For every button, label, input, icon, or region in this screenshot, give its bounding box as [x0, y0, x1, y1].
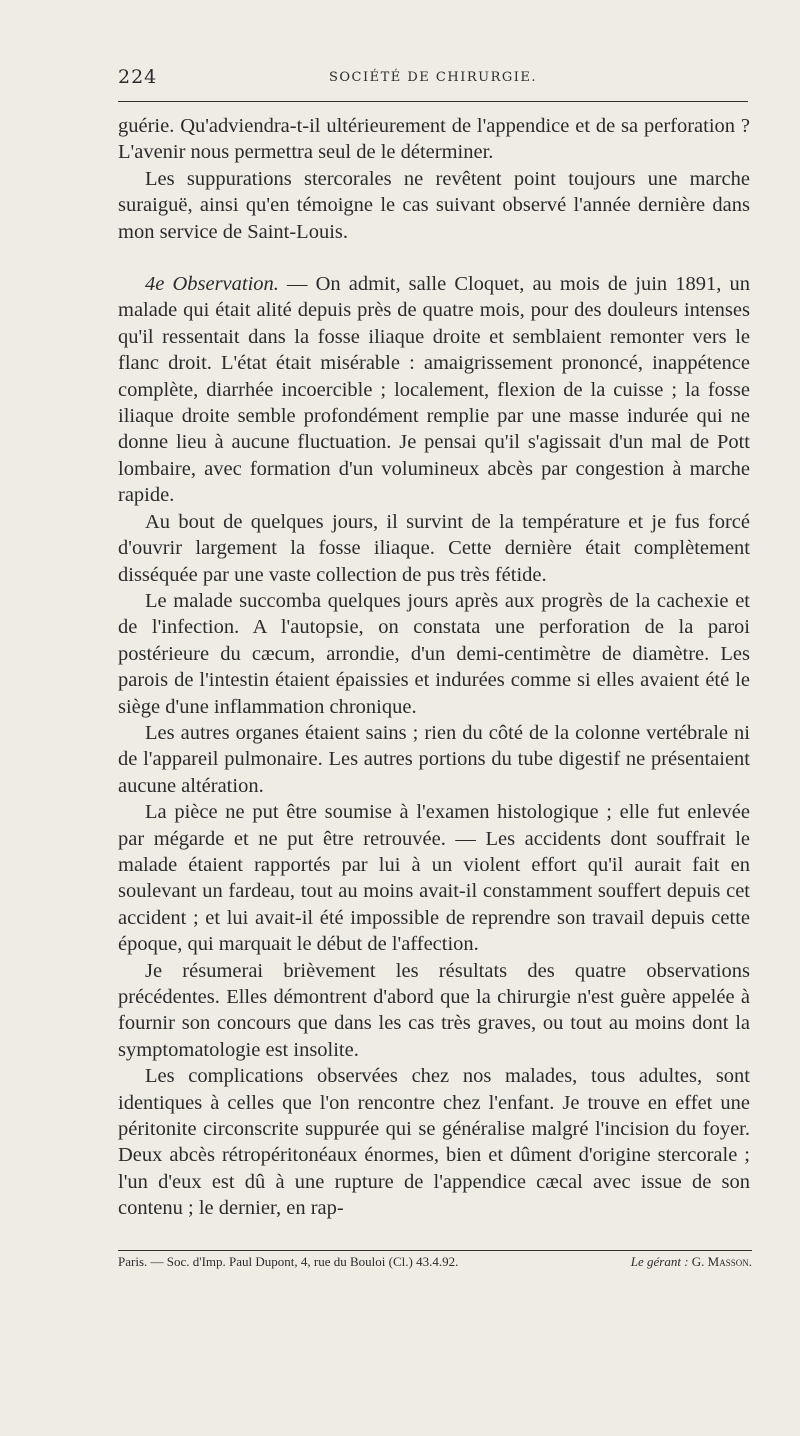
- paragraph: Les complications observées chez nos malades, tous adultes, sont identiques à celles que l'on rencontre chez l'enfant. Je trouve en effet une péritonite circonscrite suppurée qui se généralise malgré l'incision du foyer. Deux abcès rétropéritonéaux énormes, bien et dûment d'origine stercorale ; l'un d'eux est dû à une rupture de l'appendice cæcal avec issue de son contenu ; le dernier, en rap-: [118, 1065, 750, 1220]
- gerant-label: Le gérant :: [630, 1254, 689, 1269]
- page-header: [118, 66, 748, 96]
- paragraph: guérie. Qu'adviendra-t-il ultérieurement de l'appendice et de sa perforation ? L'avenir nous permettra seul de le déterminer.: [118, 115, 750, 164]
- paragraph: La pièce ne put être soumise à l'examen histologique ; elle fut enlevée par mégarde et ne put être retrouvée. — Les accidents dont souffrait le malade étaient rapportés par lui à un violent effort qu'il aurait fait en soulevant un fardeau, tout au moins avait-il constamment souffert depuis cet accident ; et lui avait-il été impossible de reprendre son travail depuis cette époque, qui marquait le début de l'affection.: [118, 801, 750, 956]
- observation-label: 4e Observation.: [145, 273, 279, 296]
- gerant-name: G. Masson.: [691, 1254, 752, 1269]
- paragraph: Je résumerai brièvement les résultats des quatre observations précédentes. Elles démontrent d'abord que la chirurgie n'est guère appelée à fournir son concours que dans les cas très graves, ou tout au moins dont la symptomatologie est insolite.: [118, 959, 750, 1061]
- page-number: 224: [118, 66, 158, 88]
- page-footer: [118, 1254, 752, 1274]
- observation-dash: —: [278, 273, 316, 296]
- printer-imprint: Paris. — Soc. d'Imp. Paul Dupont, 4, rue du Bouloi (Cl.) 43.4.92.: [118, 1254, 459, 1269]
- observation-paragraph: [118, 271, 750, 509]
- header-rule: [118, 101, 748, 102]
- paragraph: Les suppurations stercorales ne revêtent point toujours une marche suraiguë, ainsi qu'en témoigne le cas suivant observé l'année dernière dans mon service de Saint-Louis.: [118, 167, 750, 243]
- running-title: SOCIÉTÉ DE CHIRURGIE.: [328, 70, 538, 85]
- paragraph: Le malade succomba quelques jours après aux progrès de la cachexie et de l'infection. A l'autopsie, on constata une perforation de la paroi postérieure du cæcum, arrondie, d'un demi-centimètre de diamètre. Les parois de l'intestin étaient épaissies et indurées comme si elles avaient été le siège d'une inflammation chronique.: [118, 589, 750, 718]
- body-text: [118, 113, 750, 1222]
- observation-text: On admit, salle Cloquet, au mois de juin 1891, un malade qui était alité depuis près de quatre mois, pour des douleurs intenses qu'il ressentait dans la fosse iliaque droite et semblaient remonter vers le flanc droit. L'état était misérable : amaigrissement prononcé, inappétence complète, diarrhée incoercible ; localement, flexion de la cuisse ; la fosse iliaque droite semble profondément remplie par une masse indurée qui ne donne lieu à aucune fluctuation. Je pensai qu'il s'agissait d'un mal de Pott lombaire, avec formation d'un volumineux abcès par congestion à marche rapide.: [118, 273, 750, 507]
- gerant-credit: [631, 1254, 752, 1270]
- paragraph: Au bout de quelques jours, il survint de la température et je fus forcé d'ouvrir largement la fosse iliaque. Cette dernière était complètement disséquée par une vaste collection de pus très fétide.: [118, 510, 750, 586]
- footer-rule: [118, 1250, 752, 1251]
- paragraph: Les autres organes étaient sains ; rien du côté de la colonne vertébrale ni de l'appareil pulmonaire. Les autres portions du tube digestif ne présentaient aucune altération.: [118, 721, 750, 797]
